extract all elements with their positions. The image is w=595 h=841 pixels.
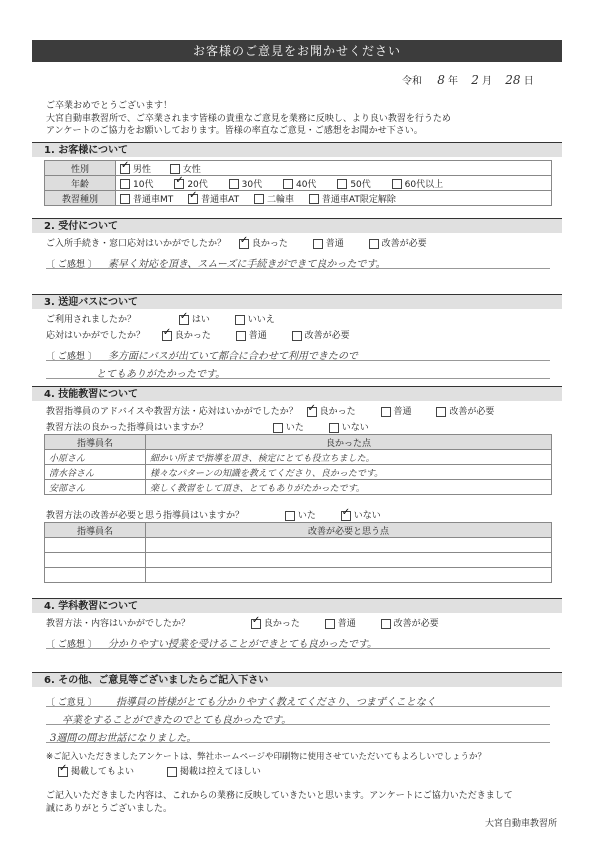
option-label: 普通 (325, 239, 344, 249)
checkbox[interactable] (273, 423, 283, 433)
gender-options (116, 161, 552, 176)
consent-yes-option[interactable] (58, 767, 134, 777)
good-point[interactable]: 楽しく教習をして頂き、とてもありがたかったです。 (146, 480, 552, 495)
col-header-instructor: 指導員名 (45, 523, 146, 538)
instructor-name[interactable]: 清水谷さん (45, 465, 146, 480)
bus-service-row (46, 328, 350, 341)
option[interactable] (251, 619, 300, 629)
checkbox[interactable] (170, 164, 180, 174)
checkbox[interactable] (283, 179, 293, 189)
checkbox-checked[interactable] (251, 619, 261, 629)
option[interactable] (341, 511, 381, 521)
handwritten-comment[interactable]: 多方面にバスが出ていて都合に合わせて利用できたので (107, 351, 358, 362)
intro-line: ご卒業おめでとうございます！ (46, 101, 173, 111)
checkbox[interactable] (120, 194, 130, 204)
section-heading-academic: 4. 学科教習について (32, 598, 562, 613)
question-text: 教習指導員のアドバイスや教習方法・応対はいかがでしたか？ (46, 407, 298, 417)
comment-label: 〔 ご感想 〕 (46, 352, 97, 362)
question-text: 教習方法の改善が必要と思う指導員はいますか？ (46, 511, 245, 521)
course-option[interactable] (309, 195, 396, 205)
date-era: 令和 (402, 76, 422, 87)
option-label: 普通車AT限定解除 (321, 194, 396, 205)
option[interactable] (369, 239, 427, 249)
gender-female-option[interactable] (170, 165, 201, 175)
option-label: はい (191, 315, 210, 325)
age-option[interactable] (174, 180, 207, 190)
section-heading-driving: 4. 技能教習について (32, 386, 562, 401)
customer-info-table (44, 160, 552, 206)
checkbox[interactable] (120, 179, 130, 189)
option-label: 改善が必要 (393, 619, 439, 629)
option-label: 良かった (251, 239, 288, 249)
row-label-gender: 性別 (45, 161, 116, 176)
option-label: 30代 (241, 179, 263, 190)
gender-male-option[interactable] (120, 165, 151, 175)
option-label: 改善が必要 (449, 407, 495, 417)
option[interactable] (329, 423, 369, 433)
row-label-course: 教習種別 (45, 191, 116, 206)
checkbox[interactable] (329, 423, 339, 433)
driving-q1-row (46, 404, 494, 417)
comment-label: 〔 ご感想 〕 (46, 640, 97, 650)
date-month[interactable]: 2 (471, 73, 479, 87)
comment-label: 〔 ご意見 〕 (46, 698, 97, 708)
comment-line[interactable] (46, 708, 550, 725)
date-day-unit: 日 (523, 76, 534, 87)
instructor-name[interactable]: 小原さん (45, 450, 146, 465)
col-header-improve-points: 改善が必要と思う点 (146, 523, 552, 538)
survey-title: お客様のご意見をお聞かせください (32, 40, 562, 62)
checkbox[interactable] (337, 179, 347, 189)
age-option[interactable] (392, 180, 443, 190)
date-line (402, 72, 534, 87)
footer-text (46, 790, 556, 815)
handwritten-comment[interactable]: とてもありがたかったです。 (96, 369, 226, 380)
section-heading-reception: 2. 受付について (32, 218, 562, 233)
option[interactable] (162, 331, 211, 341)
checkbox[interactable] (235, 315, 245, 325)
option-label: 40代 (295, 179, 317, 190)
option-label: いない (341, 423, 369, 433)
checkbox-checked[interactable] (58, 767, 68, 777)
handwritten-comment[interactable]: 素早く対応を頂き、スムーズに手続きができて良かったです。 (107, 259, 386, 270)
driving-q2-row (46, 420, 369, 433)
option-label: 掲載は控えてほしい (179, 767, 261, 777)
option[interactable] (436, 407, 494, 417)
course-options (116, 191, 552, 206)
option[interactable] (325, 619, 356, 629)
option-label: 女性 (182, 164, 201, 175)
checkbox[interactable] (254, 194, 264, 204)
course-option[interactable] (120, 195, 173, 205)
checkbox[interactable] (313, 239, 323, 249)
handwritten-comment[interactable]: 指導員の皆様がとても分かりやすく教えてくださり、つまずくことなく (115, 697, 436, 708)
option[interactable] (285, 511, 316, 521)
col-header-instructor: 指導員名 (45, 435, 146, 450)
bus-use-row (46, 312, 275, 325)
checkbox[interactable] (236, 331, 246, 341)
date-year-unit: 年 (448, 76, 459, 87)
option-label: 普通 (337, 619, 356, 629)
option-label: 普通車MT (133, 194, 174, 205)
handwritten-comment[interactable]: 3週間の間お世話になりました。 (50, 733, 197, 744)
intro-line: アンケートのご協力をお願いしております。皆様の率直なご意見・ご感想をお聞かせ下さい。 (46, 126, 423, 136)
option-label: いない (353, 511, 381, 521)
option-label: 改善が必要 (381, 239, 427, 249)
checkbox-checked[interactable] (188, 194, 198, 204)
option[interactable] (236, 331, 267, 341)
option-label: 普通車AT (201, 194, 240, 205)
col-header-good-points: 良かった点 (146, 435, 552, 450)
checkbox[interactable] (292, 331, 302, 341)
option-label: 改善が必要 (304, 331, 350, 341)
question-text: ご入所手続き・窓口応対はいかがでしたか？ (46, 239, 227, 249)
instructor-name-blank[interactable] (45, 568, 146, 583)
improve-point-blank[interactable] (146, 568, 552, 583)
option[interactable] (235, 315, 275, 325)
comment-line[interactable] (46, 632, 550, 649)
checkbox[interactable] (285, 511, 295, 521)
comment-line[interactable] (46, 362, 550, 379)
checkbox[interactable] (309, 194, 319, 204)
checkbox[interactable] (381, 619, 391, 629)
question-text: 教習方法の良かった指導員はいますか？ (46, 423, 209, 433)
option-label: 掲載してもよい (71, 767, 135, 777)
option[interactable] (313, 239, 344, 249)
question-text: 教習方法・内容はいかがでしたか？ (46, 619, 191, 629)
date-day[interactable]: 28 (505, 73, 521, 87)
course-option[interactable] (254, 195, 294, 205)
age-option[interactable] (337, 180, 370, 190)
checkbox-checked[interactable] (120, 164, 130, 174)
option[interactable] (239, 239, 288, 249)
footer-line: 誠にありがとうございました。 (46, 803, 173, 814)
comment-line[interactable] (46, 690, 550, 707)
option-label: 60代以上 (404, 179, 444, 190)
checkbox[interactable] (369, 239, 379, 249)
question-text: 応対はいかがでしたか？ (46, 331, 146, 341)
option[interactable] (307, 407, 356, 417)
academic-question-row (46, 616, 439, 629)
improve-point-blank[interactable] (146, 553, 552, 568)
option-label: 20代 (187, 179, 208, 190)
comment-label: 〔 ご感想 〕 (46, 260, 97, 270)
good-instructor-table (44, 434, 552, 495)
option[interactable] (381, 619, 439, 629)
section-heading-other: 6. その他、ご意見等ございましたらご記入下さい (32, 672, 562, 687)
age-option[interactable] (120, 180, 153, 190)
option-label: 普通 (393, 407, 412, 417)
section-heading-customer: 1. お客様について (32, 142, 562, 157)
instructor-name-blank[interactable] (45, 553, 146, 568)
driving-q3-row (46, 508, 381, 521)
reception-question-row (46, 236, 427, 249)
checkbox-checked[interactable] (341, 511, 351, 521)
option-label: 10代 (133, 179, 154, 190)
handwritten-comment[interactable]: 分かりやすい授業を受けることができとても良かったです。 (107, 639, 378, 650)
instructor-name-blank[interactable] (45, 538, 146, 553)
intro-line: 大宮自動車教習所で、ご卒業されます皆様の貴重なご意見を業務に反映し、より良い教習を行うため (46, 113, 451, 124)
age-options (116, 176, 552, 191)
checkbox[interactable] (381, 407, 391, 417)
comment-line[interactable] (46, 344, 550, 361)
option-label: いいえ (247, 315, 275, 325)
row-label-age: 年齢 (45, 176, 116, 191)
age-option[interactable] (229, 180, 262, 190)
organization-name: 大宮自動車教習所 (484, 819, 557, 829)
checkbox-checked[interactable] (179, 315, 189, 325)
option[interactable] (179, 315, 210, 325)
consent-question: ※ご記入いただきましたアンケートは、弊社ホームページや印刷物に使用させていただいてもよろしいでしょうか？ (46, 752, 486, 762)
improve-instructor-table (44, 522, 552, 583)
option-label: 50代 (350, 179, 371, 190)
footer-line: ご記入いただきました内容は、これからの業務に反映していきたいと思います。アンケートにご協力いただきまして (46, 791, 513, 801)
option-label: いた (297, 511, 316, 521)
checkbox-checked[interactable] (239, 239, 249, 249)
option[interactable] (292, 331, 350, 341)
date-month-unit: 月 (482, 76, 493, 87)
option[interactable] (381, 407, 412, 417)
intro-text (46, 100, 556, 138)
date-year[interactable]: 8 (437, 73, 445, 87)
option-label: 良かった (174, 331, 211, 341)
option-label: 男性 (133, 164, 152, 175)
handwritten-comment[interactable]: 卒業をすることができたのでとても良かったです。 (62, 715, 292, 726)
checkbox-checked[interactable] (174, 179, 184, 189)
question-text: ご利用されましたか？ (46, 315, 137, 325)
checkbox[interactable] (167, 767, 177, 777)
option-label: 良かった (319, 407, 356, 417)
good-point[interactable]: 様々なパターンの知識を教えてくださり、良かったです。 (146, 465, 552, 480)
option-label: いた (285, 423, 304, 433)
age-option[interactable] (283, 180, 316, 190)
instructor-name[interactable]: 安部さん (45, 480, 146, 495)
checkbox[interactable] (325, 619, 335, 629)
course-option[interactable] (188, 195, 239, 205)
checkbox[interactable] (436, 407, 446, 417)
consent-options (58, 764, 261, 777)
checkbox-checked[interactable] (162, 331, 172, 341)
option[interactable] (273, 423, 304, 433)
checkbox[interactable] (229, 179, 239, 189)
section-heading-bus: 3. 送迎バスについて (32, 294, 562, 309)
good-point[interactable]: 細かい所まで指導を頂き、検定にとても役立ちました。 (146, 450, 552, 465)
checkbox[interactable] (392, 179, 402, 189)
consent-no-option[interactable] (167, 767, 261, 777)
comment-line[interactable] (46, 726, 550, 743)
checkbox-checked[interactable] (307, 407, 317, 417)
option-label: 普通 (248, 331, 267, 341)
option-label: 良かった (263, 619, 300, 629)
improve-point-blank[interactable] (146, 538, 552, 553)
comment-line[interactable] (46, 252, 550, 269)
option-label: 二輪車 (266, 194, 294, 205)
